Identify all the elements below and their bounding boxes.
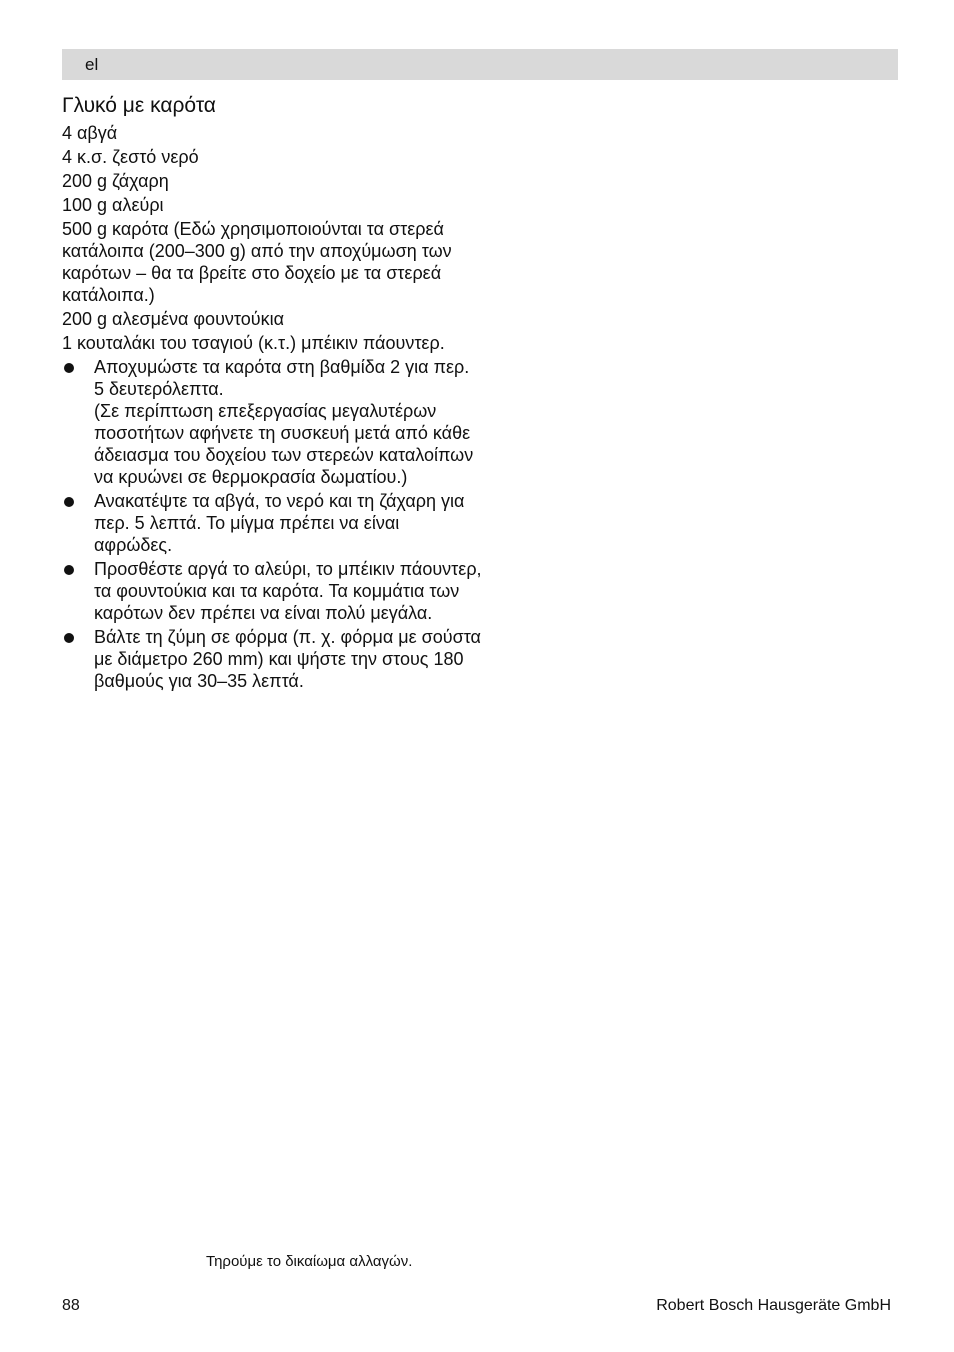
ingredient-item: 500 g καρότα (Εδώ χρησιμοποιούνται τα στερεά κατάλοιπα (200–300 g) από την αποχύμωση των καρότων – θα τα βρείτε στο δοχείο με τα στερεά κατάλοιπα.) <box>62 219 452 305</box>
recipe-title: Γλυκό με καρότα <box>62 94 216 117</box>
change-notice: Τηρούμε το δικαίωμα αλλαγών. <box>206 1253 413 1270</box>
instruction-text: Ανακατέψτε τα αβγά, το νερό και τη ζάχαρη για περ. 5 λεπτά. Το μίγμα πρέπει να είναι αφρώδες. <box>94 491 465 555</box>
bullet-icon <box>64 497 74 507</box>
ingredient-item: 100 g αλεύρι <box>62 195 164 215</box>
instruction-step <box>62 356 482 488</box>
instruction-text: Βάλτε τη ζύμη σε φόρμα (π. χ. φόρμα με σούστα με διάμετρο 260 mm) και ψήστε την στους 180 βαθμούς για 30–35 λεπτά. <box>94 627 481 691</box>
company-name: Robert Bosch Hausgeräte GmbH <box>656 1297 891 1314</box>
language-code: el <box>85 55 99 74</box>
ingredient-item: 4 κ.σ. ζεστό νερό <box>62 147 199 167</box>
page-number: 88 <box>62 1297 80 1314</box>
instruction-step <box>62 490 482 556</box>
ingredient-list <box>62 122 482 354</box>
ingredient-item: 200 g αλεσμένα φουντούκια <box>62 309 285 329</box>
bullet-icon <box>64 565 74 575</box>
language-bar <box>62 49 898 80</box>
instruction-list <box>62 356 482 692</box>
ingredient-item: 1 κουταλάκι του τσαγιού (κ.τ.) μπέικιν πάουντερ. <box>62 333 445 353</box>
instruction-text: Προσθέστε αργά το αλεύρι, το μπέικιν πάουντερ, τα φουντούκια και τα καρότα. Τα κομμάτια των καρότων δεν πρέπει να είναι πολύ μεγάλα. <box>94 559 482 623</box>
instruction-step <box>62 626 482 692</box>
bullet-icon <box>64 363 74 373</box>
instruction-note: (Σε περίπτωση επεξεργασίας μεγαλυτέρων ποσοτήτων αφήνετε τη συσκευή μετά από κάθε άδειασμα του δοχείου των στερεών καταλοίπων να κρυώνει σε θερμοκρασία δωματίου.) <box>94 401 474 487</box>
ingredient-item: 4 αβγά <box>62 123 118 143</box>
instruction-step <box>62 558 482 624</box>
instruction-text: Αποχυμώστε τα καρότα στη βαθμίδα 2 για περ. 5 δευτερόλεπτα. <box>94 357 470 399</box>
bullet-icon <box>64 633 74 643</box>
ingredient-item: 200 g ζάχαρη <box>62 171 169 191</box>
recipe-section <box>62 92 482 694</box>
